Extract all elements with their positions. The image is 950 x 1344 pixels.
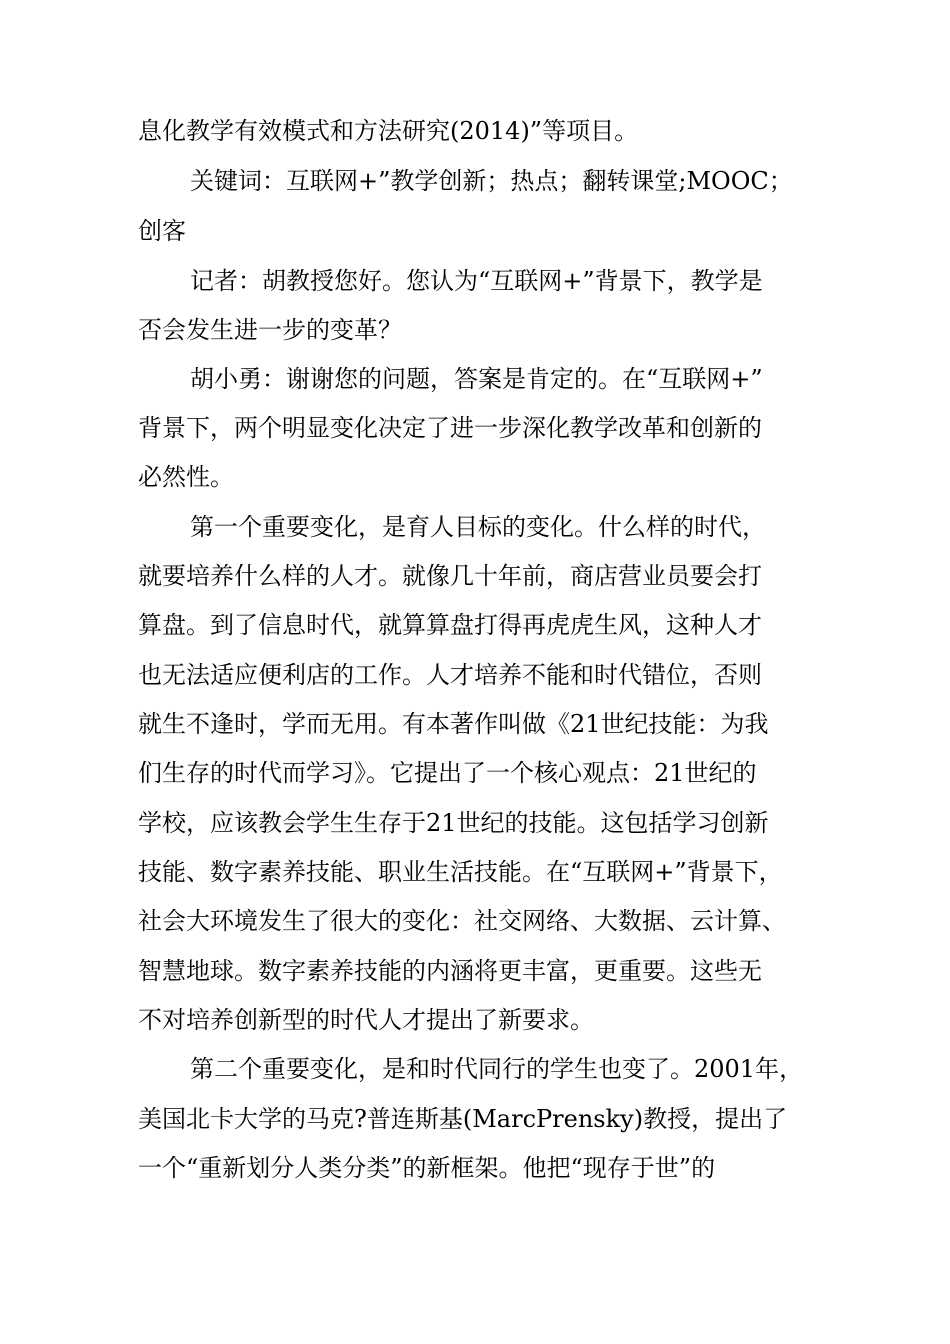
- answer-paragraph-start: 胡小勇：谢谢您的问题，答案是肯定的。在“互联网+”: [190, 365, 763, 393]
- text-line: 算盘。到了信息时代，就算算盘打得再虎虎生风，这种人才: [138, 611, 762, 639]
- paragraph-start: 第二个重要变化，是和时代同行的学生也变了。2001年，: [190, 1055, 804, 1083]
- text-line: 不对培养创新型的时代人才提出了新要求。: [138, 1006, 594, 1034]
- text-line: 就生不逢时，学而无用。有本著作叫做《21世纪技能：为我: [138, 710, 769, 738]
- text-line: 也无法适应便利店的工作。人才培养不能和时代错位，否则: [138, 661, 762, 689]
- text-line: 否会发生进一步的变革？: [138, 316, 402, 344]
- text-line: 就要培养什么样的人才。就像几十年前，商店营业员要会打: [138, 562, 762, 590]
- text-line: 背景下，两个明显变化决定了进一步深化教学改革和创新的: [138, 414, 762, 442]
- text-line: 创客: [138, 217, 186, 245]
- keywords-line: 关键词：互联网+”教学创新；热点；翻转课堂;MOOC；: [190, 167, 793, 195]
- text-line: 一个“重新划分人类分类”的新框架。他把“现存于世”的: [138, 1154, 716, 1182]
- text-line: 学校，应该教会学生生存于21世纪的技能。这包括学习创新: [138, 809, 769, 837]
- text-line: 们生存的时代而学习》。它提出了一个核心观点：21世纪的: [138, 759, 757, 787]
- paragraph-start: 第一个重要变化，是育人目标的变化。什么样的时代，: [190, 513, 766, 541]
- text-line: 美国北卡大学的马克?普连斯基(MarcPrensky)教授，提出了: [138, 1105, 788, 1133]
- text-line: 必然性。: [138, 463, 234, 491]
- text-line: 息化教学有效模式和方法研究(2014)”等项目。: [138, 117, 639, 145]
- text-line: 智慧地球。数字素养技能的内涵将更丰富，更重要。这些无: [138, 957, 762, 985]
- text-line: 技能、数字素养技能、职业生活技能。在“互联网+”背景下，: [138, 858, 783, 886]
- text-line: 社会大环境发生了很大的变化：社交网络、大数据、云计算、: [138, 907, 786, 935]
- reporter-question: 记者：胡教授您好。您认为“互联网+”背景下，教学是: [190, 267, 763, 295]
